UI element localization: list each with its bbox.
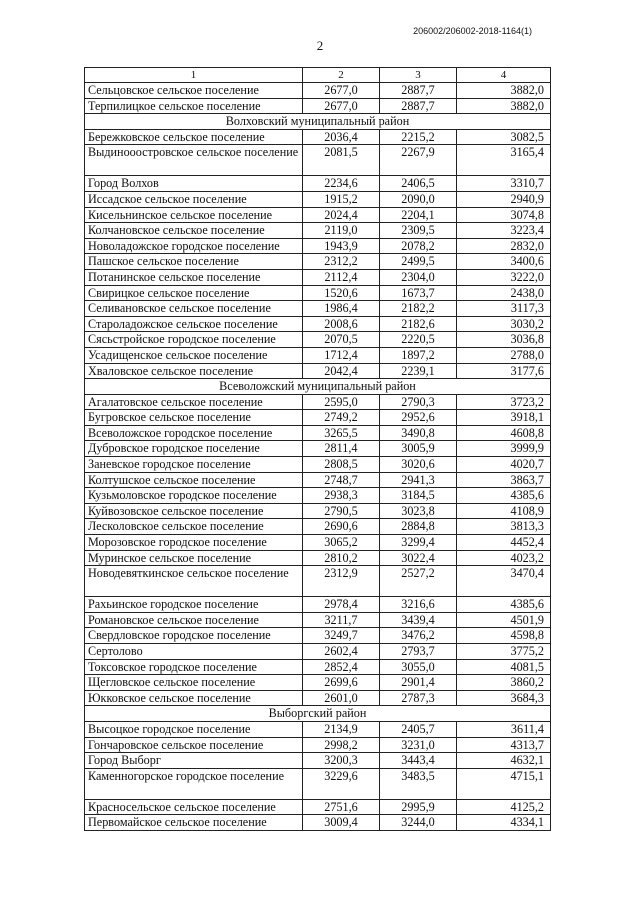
value-cell-col4: 3918,1 <box>457 410 551 426</box>
value-cell-col4: 3882,0 <box>457 98 551 114</box>
settlement-name-cell: Выдинооостровское сельское поселение <box>85 145 303 176</box>
value-cell-col2: 2808,5 <box>303 457 380 473</box>
value-cell-col3: 2090,0 <box>380 191 457 207</box>
table-row <box>85 675 551 691</box>
settlement-name-cell: Потанинское сельское поселение <box>85 269 303 285</box>
table-row <box>85 815 551 831</box>
table-row <box>85 799 551 815</box>
value-cell-col4: 3310,7 <box>457 176 551 192</box>
settlement-name-cell: Романовское сельское поселение <box>85 612 303 628</box>
table-row <box>85 472 551 488</box>
value-cell-col2: 3065,2 <box>303 535 380 551</box>
settlement-name-cell: Лесколовское сельское поселение <box>85 519 303 535</box>
value-cell-col2: 3265,5 <box>303 425 380 441</box>
value-cell-col4: 3882,0 <box>457 83 551 99</box>
value-cell-col2: 2749,2 <box>303 410 380 426</box>
value-cell-col3: 3439,4 <box>380 612 457 628</box>
settlement-name-cell: Терпилицкое сельское поселение <box>85 98 303 114</box>
value-cell-col3: 2309,5 <box>380 223 457 239</box>
value-cell-col4: 3999,9 <box>457 441 551 457</box>
value-cell-col3: 3244,0 <box>380 815 457 831</box>
value-cell-col3: 3483,5 <box>380 768 457 799</box>
section-row <box>85 379 551 395</box>
value-cell-col2: 2070,5 <box>303 332 380 348</box>
table-row <box>85 347 551 363</box>
settlement-name-cell: Заневское городское поселение <box>85 457 303 473</box>
table-row <box>85 425 551 441</box>
value-cell-col3: 3020,6 <box>380 457 457 473</box>
value-cell-col2: 2852,4 <box>303 659 380 675</box>
settlement-name-cell: Староладожское сельское поселение <box>85 316 303 332</box>
settlement-name-cell: Свердловское городское поселение <box>85 628 303 644</box>
value-cell-col2: 3211,7 <box>303 612 380 628</box>
table-row <box>85 394 551 410</box>
value-cell-col3: 2239,1 <box>380 363 457 379</box>
value-cell-col3: 2884,8 <box>380 519 457 535</box>
table-row <box>85 410 551 426</box>
value-cell-col3: 2182,6 <box>380 316 457 332</box>
value-cell-col4: 3222,0 <box>457 269 551 285</box>
value-cell-col4: 4598,8 <box>457 628 551 644</box>
value-cell-col3: 3231,0 <box>380 737 457 753</box>
value-cell-col2: 1943,9 <box>303 238 380 254</box>
value-cell-col3: 3184,5 <box>380 488 457 504</box>
table-row <box>85 659 551 675</box>
value-cell-col4: 4334,1 <box>457 815 551 831</box>
value-cell-col2: 2024,4 <box>303 207 380 223</box>
value-cell-col4: 3223,4 <box>457 223 551 239</box>
value-cell-col4: 3177,6 <box>457 363 551 379</box>
settlement-name-cell: Селивановское сельское поселение <box>85 301 303 317</box>
settlement-name-cell: Колтушское сельское поселение <box>85 472 303 488</box>
value-cell-col4: 4452,4 <box>457 535 551 551</box>
value-cell-col2: 2119,0 <box>303 223 380 239</box>
value-cell-col4: 4385,6 <box>457 597 551 613</box>
page-number: 2 <box>316 38 324 53</box>
table-row <box>85 145 551 176</box>
section-row <box>85 706 551 722</box>
table-row <box>85 254 551 270</box>
table-row <box>85 488 551 504</box>
settlement-name-cell: Сельцовское сельское поселение <box>85 83 303 99</box>
value-cell-col4: 4608,8 <box>457 425 551 441</box>
table-row <box>85 83 551 99</box>
value-cell-col4: 4501,9 <box>457 612 551 628</box>
column-header: 4 <box>457 68 551 83</box>
table-row <box>85 503 551 519</box>
table-row <box>85 519 551 535</box>
value-cell-col4: 3775,2 <box>457 644 551 660</box>
value-cell-col3: 2887,7 <box>380 83 457 99</box>
value-cell-col2: 3009,4 <box>303 815 380 831</box>
value-cell-col3: 2215,2 <box>380 129 457 145</box>
settlement-name-cell: Кузьмоловское городское поселение <box>85 488 303 504</box>
section-title: Волховский муниципальный район <box>85 114 551 130</box>
value-cell-col2: 1986,4 <box>303 301 380 317</box>
table-row <box>85 566 551 597</box>
table-row <box>85 690 551 706</box>
settlement-name-cell: Сертолово <box>85 644 303 660</box>
value-cell-col4: 4632,1 <box>457 753 551 769</box>
table-row <box>85 597 551 613</box>
table-row <box>85 535 551 551</box>
value-cell-col2: 2134,9 <box>303 721 380 737</box>
value-cell-col4: 4108,9 <box>457 503 551 519</box>
value-cell-col4: 3400,6 <box>457 254 551 270</box>
table-row <box>85 332 551 348</box>
value-cell-col3: 3490,8 <box>380 425 457 441</box>
value-cell-col3: 2995,9 <box>380 799 457 815</box>
document-number: 206002/206002-2018-1164(1) <box>413 26 532 36</box>
value-cell-col4: 3117,3 <box>457 301 551 317</box>
value-cell-col4: 3030,2 <box>457 316 551 332</box>
settlement-name-cell: Город Волхов <box>85 176 303 192</box>
value-cell-col3: 2078,2 <box>380 238 457 254</box>
value-cell-col3: 2793,7 <box>380 644 457 660</box>
value-cell-col2: 2938,3 <box>303 488 380 504</box>
value-cell-col4: 3165,4 <box>457 145 551 176</box>
value-cell-col2: 2602,4 <box>303 644 380 660</box>
value-cell-col2: 2601,0 <box>303 690 380 706</box>
value-cell-col2: 2234,6 <box>303 176 380 192</box>
value-cell-col3: 2787,3 <box>380 690 457 706</box>
settlement-name-cell: Рахьинское городское поселение <box>85 597 303 613</box>
value-cell-col4: 4313,7 <box>457 737 551 753</box>
settlement-name-cell: Свирицкое сельское поселение <box>85 285 303 301</box>
value-cell-col2: 3249,7 <box>303 628 380 644</box>
value-cell-col4: 3813,3 <box>457 519 551 535</box>
table-row <box>85 737 551 753</box>
settlement-name-cell: Морозовское городское поселение <box>85 535 303 551</box>
value-cell-col2: 2042,4 <box>303 363 380 379</box>
value-cell-col2: 2748,7 <box>303 472 380 488</box>
value-cell-col4: 2788,0 <box>457 347 551 363</box>
value-cell-col4: 4023,2 <box>457 550 551 566</box>
value-cell-col3: 2267,9 <box>380 145 457 176</box>
table-row <box>85 207 551 223</box>
table-row <box>85 238 551 254</box>
value-cell-col3: 3299,4 <box>380 535 457 551</box>
value-cell-col3: 1673,7 <box>380 285 457 301</box>
value-cell-col2: 2699,6 <box>303 675 380 691</box>
value-cell-col2: 1520,6 <box>303 285 380 301</box>
settlement-name-cell: Высоцкое городское поселение <box>85 721 303 737</box>
value-cell-col4: 3074,8 <box>457 207 551 223</box>
value-cell-col4: 3684,3 <box>457 690 551 706</box>
table-header-row <box>85 68 551 83</box>
value-cell-col3: 2182,2 <box>380 301 457 317</box>
value-cell-col4: 3470,4 <box>457 566 551 597</box>
value-cell-col2: 2810,2 <box>303 550 380 566</box>
value-cell-col3: 2527,2 <box>380 566 457 597</box>
settlement-name-cell: Юкковское сельское поселение <box>85 690 303 706</box>
value-cell-col4: 4715,1 <box>457 768 551 799</box>
value-cell-col4: 3036,8 <box>457 332 551 348</box>
value-cell-col2: 2036,4 <box>303 129 380 145</box>
value-cell-col2: 1915,2 <box>303 191 380 207</box>
value-cell-col2: 2312,2 <box>303 254 380 270</box>
value-cell-col2: 2112,4 <box>303 269 380 285</box>
table-row <box>85 753 551 769</box>
table-row <box>85 721 551 737</box>
value-cell-col2: 1712,4 <box>303 347 380 363</box>
settlement-name-cell: Щегловское сельское поселение <box>85 675 303 691</box>
value-cell-col4: 3863,7 <box>457 472 551 488</box>
settlement-name-cell: Токсовское городское поселение <box>85 659 303 675</box>
value-cell-col4: 3082,5 <box>457 129 551 145</box>
table-row <box>85 191 551 207</box>
value-cell-col3: 2204,1 <box>380 207 457 223</box>
settlement-name-cell: Всеволожское городское поселение <box>85 425 303 441</box>
value-cell-col3: 2220,5 <box>380 332 457 348</box>
value-cell-col4: 4081,5 <box>457 659 551 675</box>
table-row <box>85 301 551 317</box>
value-cell-col3: 3443,4 <box>380 753 457 769</box>
table-row <box>85 441 551 457</box>
value-cell-col2: 3229,6 <box>303 768 380 799</box>
value-cell-col4: 4125,2 <box>457 799 551 815</box>
value-cell-col2: 2751,6 <box>303 799 380 815</box>
value-cell-col4: 2438,0 <box>457 285 551 301</box>
value-cell-col2: 2978,4 <box>303 597 380 613</box>
settlement-name-cell: Новоладожское городское поселение <box>85 238 303 254</box>
value-cell-col3: 3216,6 <box>380 597 457 613</box>
table-row <box>85 129 551 145</box>
settlement-name-cell: Хваловское сельское поселение <box>85 363 303 379</box>
value-cell-col3: 2406,5 <box>380 176 457 192</box>
value-cell-col2: 2312,9 <box>303 566 380 597</box>
value-cell-col3: 3005,9 <box>380 441 457 457</box>
value-cell-col4: 2940,9 <box>457 191 551 207</box>
table-row <box>85 316 551 332</box>
value-cell-col2: 2690,6 <box>303 519 380 535</box>
settlement-name-cell: Муринское сельское поселение <box>85 550 303 566</box>
value-cell-col3: 2304,0 <box>380 269 457 285</box>
value-cell-col2: 2081,5 <box>303 145 380 176</box>
settlement-name-cell: Красносельское сельское поселение <box>85 799 303 815</box>
table-row <box>85 285 551 301</box>
section-row <box>85 114 551 130</box>
column-header: 2 <box>303 68 380 83</box>
column-header: 1 <box>85 68 303 83</box>
value-cell-col4: 3860,2 <box>457 675 551 691</box>
value-cell-col3: 2887,7 <box>380 98 457 114</box>
settlement-name-cell: Дубровское городское поселение <box>85 441 303 457</box>
settlement-name-cell: Город Выборг <box>85 753 303 769</box>
value-cell-col2: 2008,6 <box>303 316 380 332</box>
column-header: 3 <box>380 68 457 83</box>
value-cell-col2: 2677,0 <box>303 98 380 114</box>
value-cell-col4: 2832,0 <box>457 238 551 254</box>
settlement-name-cell: Пашское сельское поселение <box>85 254 303 270</box>
table-row <box>85 550 551 566</box>
value-cell-col3: 2790,3 <box>380 394 457 410</box>
value-cell-col3: 1897,2 <box>380 347 457 363</box>
value-cell-col2: 2595,0 <box>303 394 380 410</box>
value-cell-col2: 2998,2 <box>303 737 380 753</box>
settlement-name-cell: Агалатовское сельское поселение <box>85 394 303 410</box>
settlement-name-cell: Кисельнинское сельское поселение <box>85 207 303 223</box>
section-title: Всеволожский муниципальный район <box>85 379 551 395</box>
value-cell-col4: 4385,6 <box>457 488 551 504</box>
value-cell-col3: 3023,8 <box>380 503 457 519</box>
settlement-name-cell: Первомайское сельское поселение <box>85 815 303 831</box>
value-cell-col3: 2901,4 <box>380 675 457 691</box>
table-row <box>85 457 551 473</box>
table-row <box>85 269 551 285</box>
tariff-table <box>84 67 551 831</box>
value-cell-col2: 2790,5 <box>303 503 380 519</box>
value-cell-col4: 3723,2 <box>457 394 551 410</box>
table-row <box>85 363 551 379</box>
settlement-name-cell: Колчановское сельское поселение <box>85 223 303 239</box>
value-cell-col2: 2811,4 <box>303 441 380 457</box>
table-row <box>85 628 551 644</box>
settlement-name-cell: Бережковское сельское поселение <box>85 129 303 145</box>
value-cell-col3: 3055,0 <box>380 659 457 675</box>
value-cell-col3: 3476,2 <box>380 628 457 644</box>
section-title: Выборгский район <box>85 706 551 722</box>
settlement-name-cell: Сясьстройское городское поселение <box>85 332 303 348</box>
table-row <box>85 644 551 660</box>
value-cell-col3: 3022,4 <box>380 550 457 566</box>
value-cell-col3: 2941,3 <box>380 472 457 488</box>
table-row <box>85 176 551 192</box>
value-cell-col3: 2952,6 <box>380 410 457 426</box>
value-cell-col3: 2499,5 <box>380 254 457 270</box>
table-row <box>85 223 551 239</box>
settlement-name-cell: Новодевяткинское сельское поселение <box>85 566 303 597</box>
value-cell-col3: 2405,7 <box>380 721 457 737</box>
settlement-name-cell: Усадищенское сельское поселение <box>85 347 303 363</box>
table-row <box>85 98 551 114</box>
table-row <box>85 612 551 628</box>
value-cell-col4: 4020,7 <box>457 457 551 473</box>
settlement-name-cell: Гончаровское сельское поселение <box>85 737 303 753</box>
table-row <box>85 768 551 799</box>
value-cell-col2: 3200,3 <box>303 753 380 769</box>
settlement-name-cell: Каменногорское городское поселение <box>85 768 303 799</box>
settlement-name-cell: Иссадское сельское поселение <box>85 191 303 207</box>
value-cell-col4: 3611,4 <box>457 721 551 737</box>
settlement-name-cell: Бугровское сельское поселение <box>85 410 303 426</box>
value-cell-col2: 2677,0 <box>303 83 380 99</box>
settlement-name-cell: Куйвозовское сельское поселение <box>85 503 303 519</box>
